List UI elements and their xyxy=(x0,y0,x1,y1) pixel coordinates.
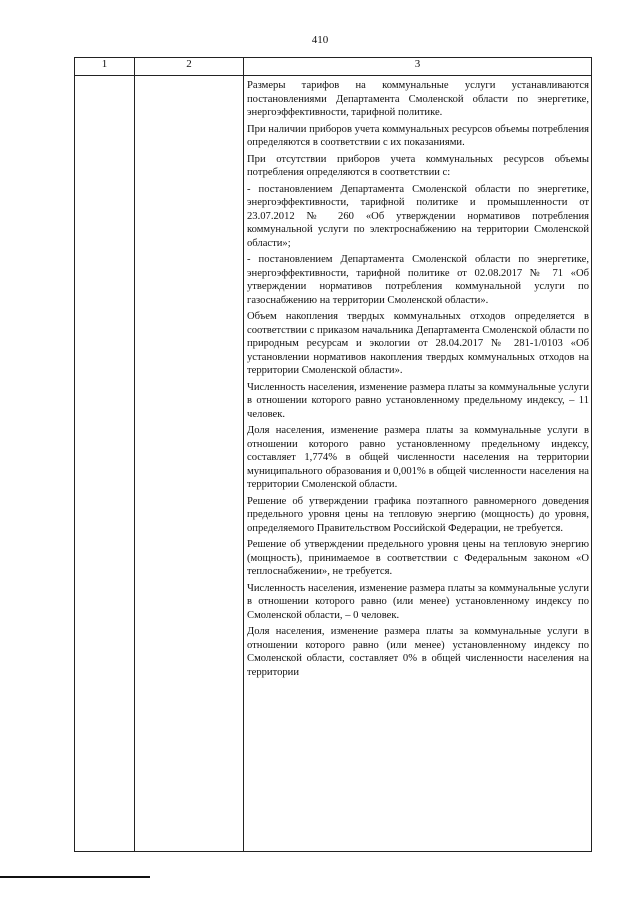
column-2-cell xyxy=(135,76,244,852)
paragraph-heat-price-limit: Решение об утверждении предельного уровня цены на тепловую энергию (мощность), принимаемое в соответствии с Федеральным законом «О теплоснабжении», не требуется. xyxy=(247,539,589,577)
paragraph-tariffs: Размеры тарифов на коммунальные услуги устанавливаются постановлениями Департамента Смоленской области по энергетике, энергоэффективности, тарифной политике. xyxy=(247,80,589,118)
document-table xyxy=(74,57,592,852)
paragraph-electricity-norms: - постановлением Департамента Смоленской области по энергетике, энергоэффективности, тарифной политике и промышленности от 23.07.2012 № 260 «Об утверждении нормативов потребления коммунальной услуги по электроснабжению на территории Смоленской области»; xyxy=(247,183,589,249)
paragraph-gas-norms: - постановлением Департамента Смоленской области по энергетике, энергоэффективности, тарифной политике от 02.08.2017 № 71 «Об утверждении нормативов потребления коммунальной услуги по газоснабжению на территории Смоленской области». xyxy=(247,254,589,306)
paragraph-population-share-regional: Доля населения, изменение размера платы за коммунальные услуги в отношении которого равно (или менее) установленному индексу по Смоленской области, составляет 0% в общей численности населения на территории xyxy=(247,626,589,678)
paragraph-heat-price-schedule: Решение об утверждении графика поэтапного равномерного доведения предельного уровня цены на тепловую энергию (мощность) до уровня, определяемого Правительством Российской Федерации, не требуется. xyxy=(247,495,589,534)
column-header-2: 2 xyxy=(135,58,244,76)
table-header-row xyxy=(75,58,592,76)
page-number: 410 xyxy=(311,34,329,46)
table-row xyxy=(75,76,592,852)
footnote-divider xyxy=(0,876,150,878)
column-3-content xyxy=(244,76,591,679)
column-3-cell xyxy=(244,76,592,852)
paragraph-meters-present: При наличии приборов учета коммунальных ресурсов объемы потребления определяются в соответствии с их показаниями. xyxy=(247,123,589,148)
column-header-3: 3 xyxy=(244,58,592,76)
paragraph-population-count: Численность населения, изменение размера платы за коммунальные услуги в отношении которого равно установленному предельному индексу, – 11 человек. xyxy=(247,381,589,420)
paragraph-solid-waste: Объем накопления твердых коммунальных отходов определяется в соответствии с приказом начальника Департамента Смоленской области по природным ресурсам и экологии от 28.04.2017 № 281-1/0103 «Об установлении нормативов накопления твердых коммунальных отходов на территории Смоленской области». xyxy=(247,311,589,376)
paragraph-population-share: Доля населения, изменение размера платы за коммунальные услуги в отношении которого равно установленному предельному индексу, составляет 1,774% в общей численности населения на территории муниципального образования и 0,001% в общей численности населения на территории Смоленской области. xyxy=(247,425,589,490)
column-1-cell xyxy=(75,76,135,852)
paragraph-population-count-regional: Численность населения, изменение размера платы за коммунальные услуги в отношении которого равно (или менее) установленному индексу по Смоленской области, – 0 человек. xyxy=(247,582,589,621)
paragraph-meters-absent: При отсутствии приборов учета коммунальных ресурсов объемы потребления определяются в соответствии с: xyxy=(247,153,589,178)
column-header-1: 1 xyxy=(75,58,135,76)
